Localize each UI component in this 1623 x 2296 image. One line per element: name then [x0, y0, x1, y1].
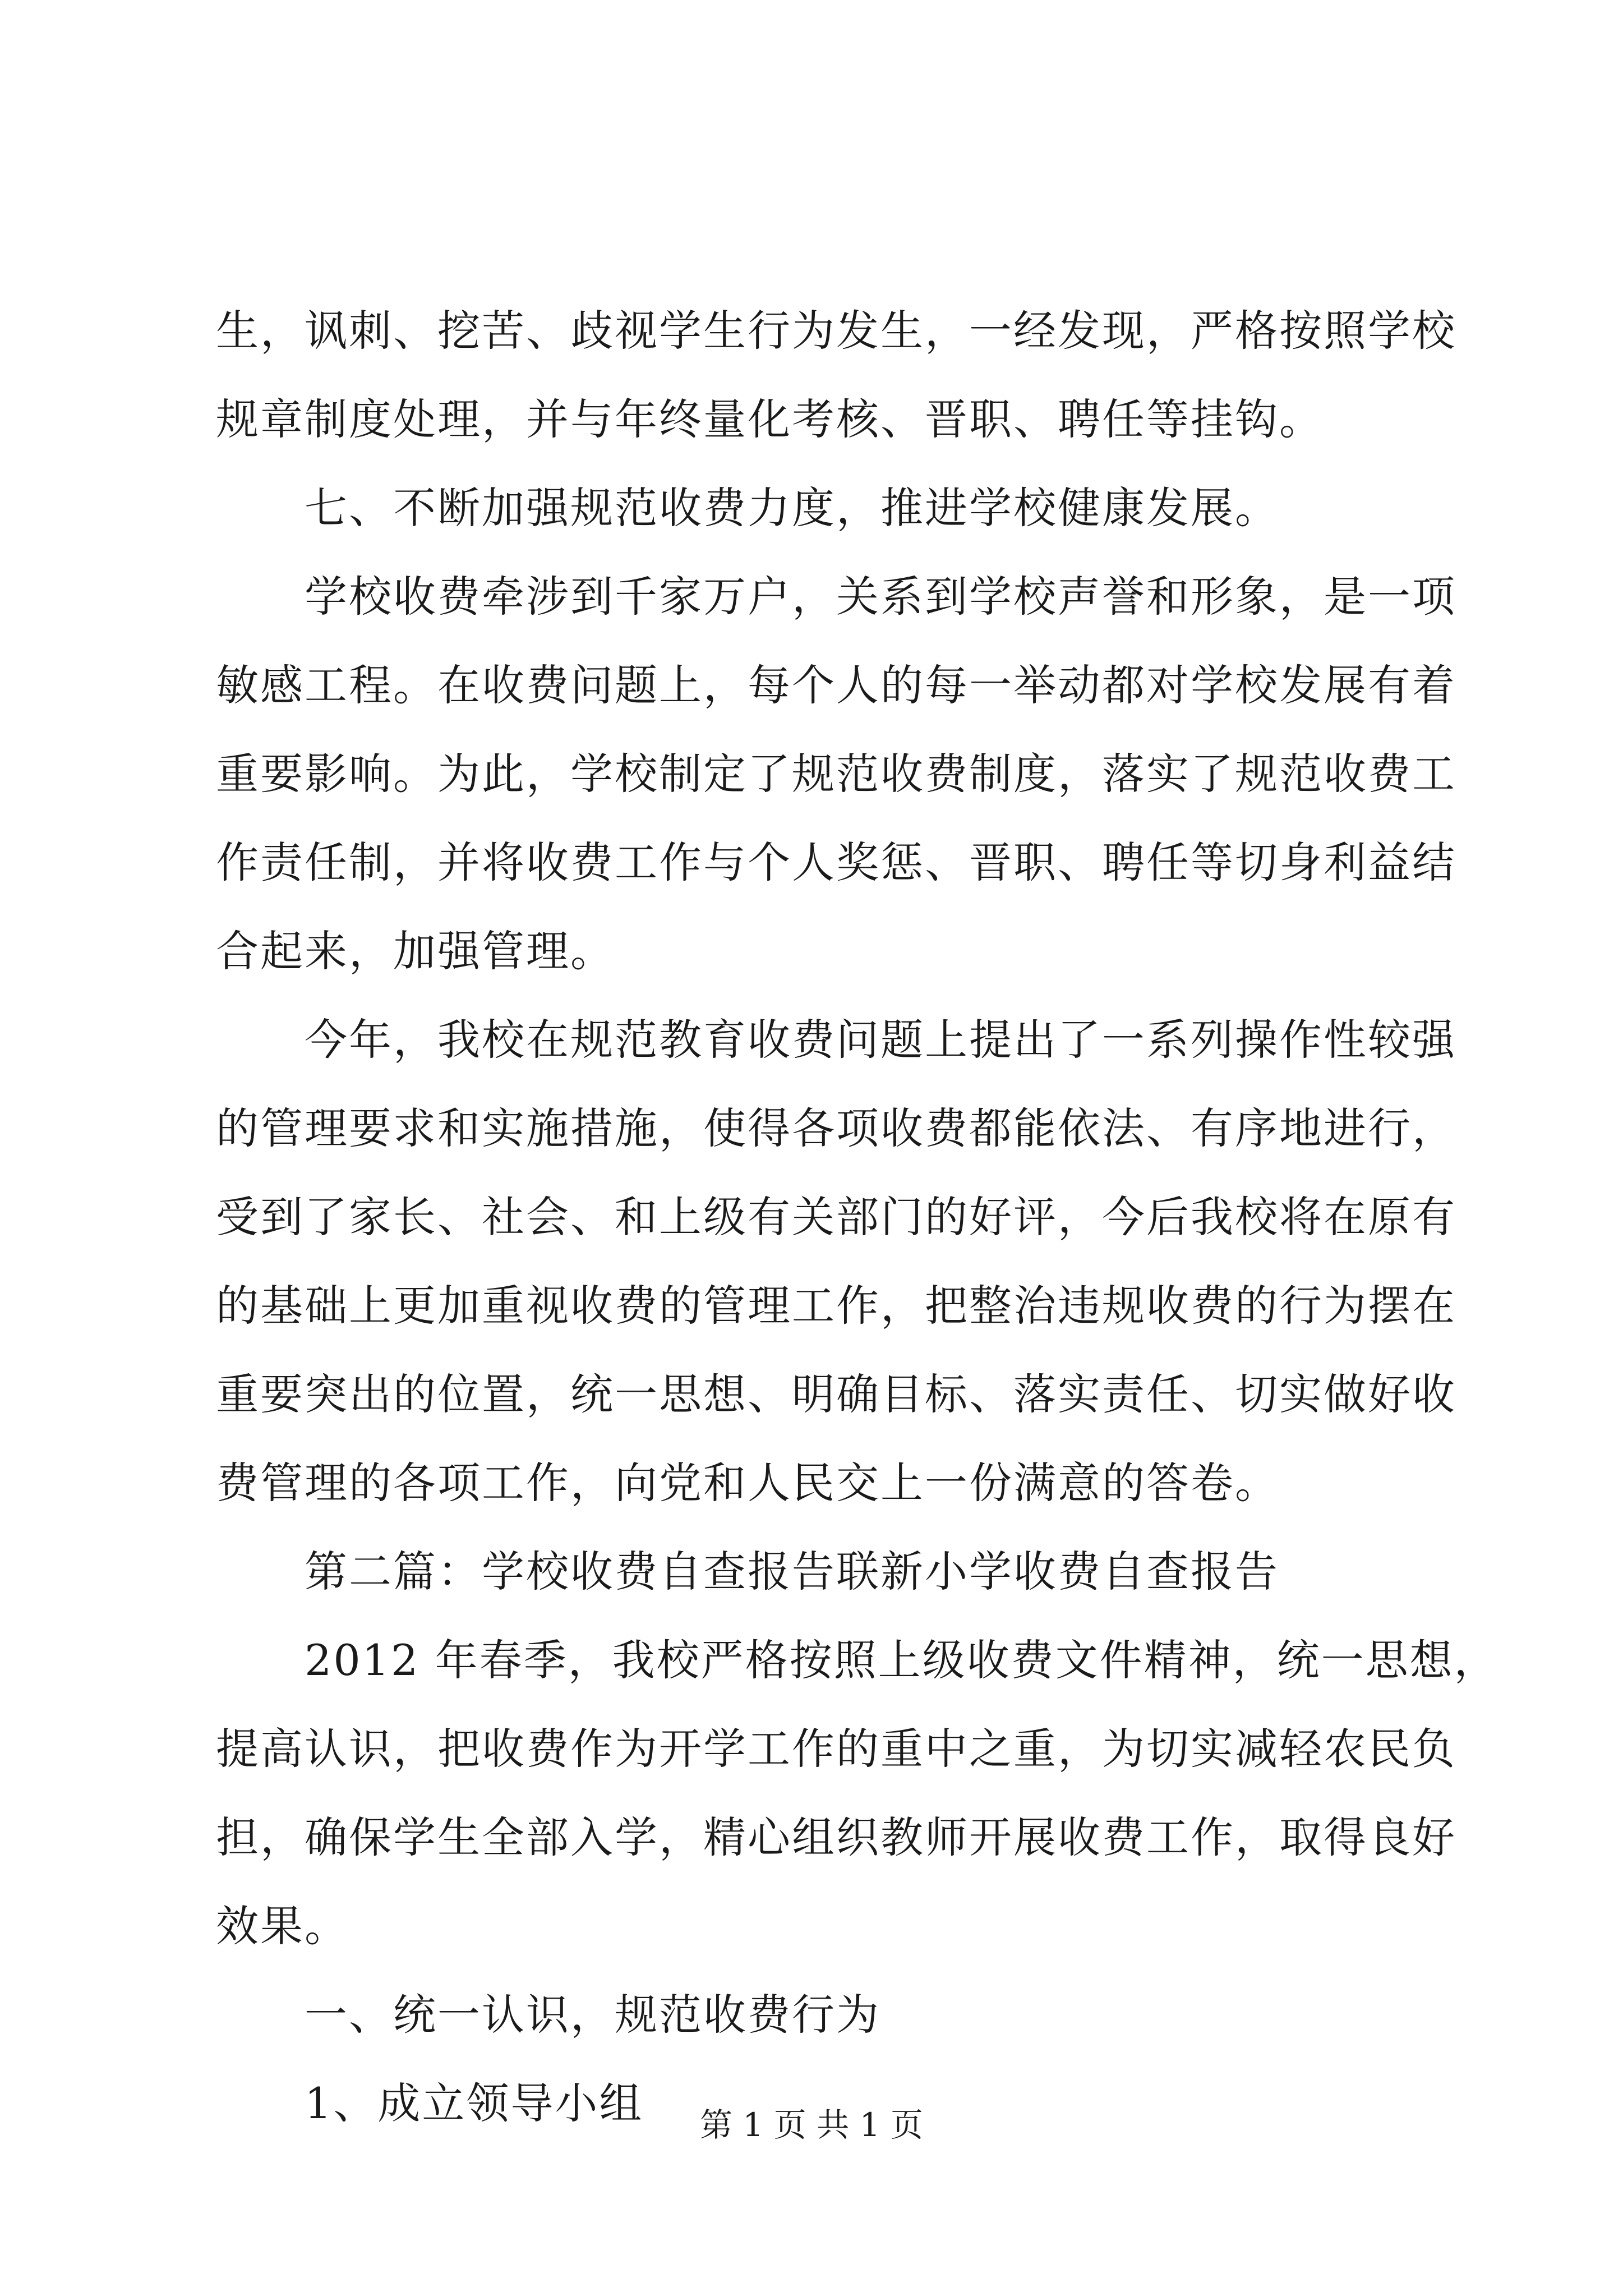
text-line: 重要影响。为此，学校制定了规范收费制度，落实了规范收费工	[216, 749, 1456, 799]
text-line: 提高认识，把收费作为开学工作的重中之重，为切实减轻农民负	[216, 1724, 1456, 1774]
text-line: 费管理的各项工作，向党和人民交上一份满意的答卷。	[216, 1458, 1279, 1508]
text-line: 规章制度处理，并与年终量化考核、晋职、聘任等挂钩。	[216, 394, 1324, 444]
text-line: 作责任制，并将收费工作与个人奖惩、晋职、聘任等切身利益结	[216, 838, 1456, 887]
page-footer: 第 1 页 共 1 页	[700, 2106, 923, 2144]
text-line: 生，讽刺、挖苦、歧视学生行为发生，一经发现，严格按照学校	[216, 306, 1456, 356]
text-line: 2012 年春季，我校严格按照上级收费文件精神，统一思想，	[216, 1635, 1498, 1685]
text-line: 合起来，加强管理。	[216, 926, 615, 976]
text-line: 的基础上更加重视收费的管理工作，把整治违规收费的行为摆在	[216, 1281, 1456, 1331]
text-line: 担，确保学生全部入学，精心组织教师开展收费工作，取得良好	[216, 1812, 1456, 1862]
subsection-heading: 1、成立领导小组	[216, 2078, 644, 2128]
section-heading: 第二篇：学校收费自查报告联新小学收费自查报告	[216, 1547, 1279, 1596]
text-line: 敏感工程。在收费问题上，每个人的每一举动都对学校发展有着	[216, 660, 1456, 710]
text-line: 受到了家长、社会、和上级有关部门的好评，今后我校将在原有	[216, 1192, 1456, 1242]
text-line: 今年，我校在规范教育收费问题上提出了一系列操作性较强	[216, 1015, 1456, 1065]
text-line: 的管理要求和实施措施，使得各项收费都能依法、有序地进行，	[216, 1103, 1456, 1153]
text-line: 七、不断加强规范收费力度，推进学校健康发展。	[216, 483, 1279, 533]
text-line: 效果。	[216, 1901, 349, 1951]
text-line: 重要突出的位置，统一思想、明确目标、落实责任、切实做好收	[216, 1369, 1456, 1419]
subsection-heading: 一、统一认识，规范收费行为	[216, 1990, 880, 2040]
text-line: 学校收费牵涉到千家万户，关系到学校声誉和形象，是一项	[216, 572, 1456, 622]
